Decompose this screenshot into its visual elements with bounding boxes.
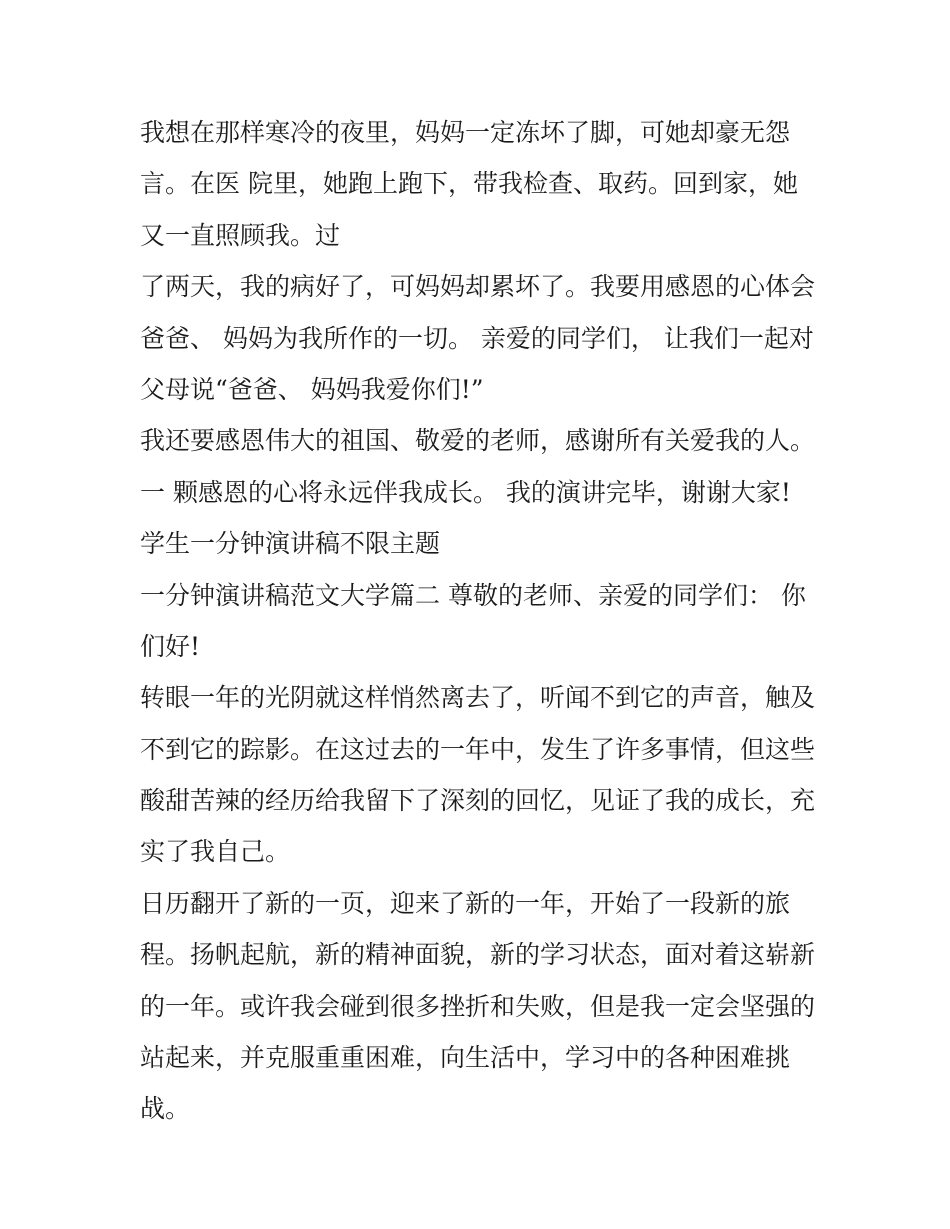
text-line: 又一直照顾我。过 bbox=[140, 220, 341, 250]
text-line: 父母说“爸爸、 妈妈我爱你们!” bbox=[140, 374, 484, 404]
text-line: 转眼一年的光阴就这样悄然离去了，听闻不到它的声音，触及 bbox=[140, 683, 816, 713]
text-line: 日历翻开了新的一页，迎来了新的一年，开始了一段新的旅 bbox=[140, 888, 791, 918]
text-line: 不到它的踪影。在这过去的一年中，发生了许多事情，但这些 bbox=[140, 734, 816, 764]
text-line: 一分钟演讲稿范文大学篇二 尊敬的老师、亲爱的同学们： 你 bbox=[140, 580, 806, 610]
text-line: 们好! bbox=[140, 631, 201, 661]
text-line: 我还要感恩伟大的祖国、敬爱的老师，感谢所有关爱我的人。 bbox=[140, 426, 816, 456]
text-line: 战。 bbox=[140, 1094, 191, 1124]
text-line: 实了我自己。 bbox=[140, 837, 291, 867]
text-line: 酸甜苦辣的经历给我留下了深刻的回忆，见证了我的成长，充 bbox=[140, 786, 816, 816]
section-heading: 学生一分钟演讲稿不限主题 bbox=[140, 529, 441, 559]
text-line: 我想在那样寒冷的夜里，妈妈一定冻坏了脚，可她却豪无怨 bbox=[140, 118, 791, 147]
text-line: 站起来，并克服重重困难，向生活中，学习中的各种困难挑 bbox=[140, 1043, 791, 1073]
text-line: 一 颗感恩的心将永远伴我成长。 我的演讲完毕，谢谢大家! bbox=[140, 477, 791, 507]
text-line: 了两天，我的病好了，可妈妈却累坏了。我要用感恩的心体会 bbox=[140, 272, 816, 302]
text-line: 言。在医 院里，她跑上跑下，带我检查、取药。回到家，她 bbox=[140, 169, 798, 199]
text-line: 程。扬帆起航，新的精神面貌，新的学习状态，面对着这崭新 bbox=[140, 940, 816, 970]
text-line: 爸爸、 妈妈为我所作的一切。 亲爱的同学们， 让我们一起对 bbox=[140, 323, 814, 353]
document-body bbox=[140, 107, 820, 1135]
text-line: 的一年。或许我会碰到很多挫折和失败，但是我一定会坚强的 bbox=[140, 991, 816, 1021]
